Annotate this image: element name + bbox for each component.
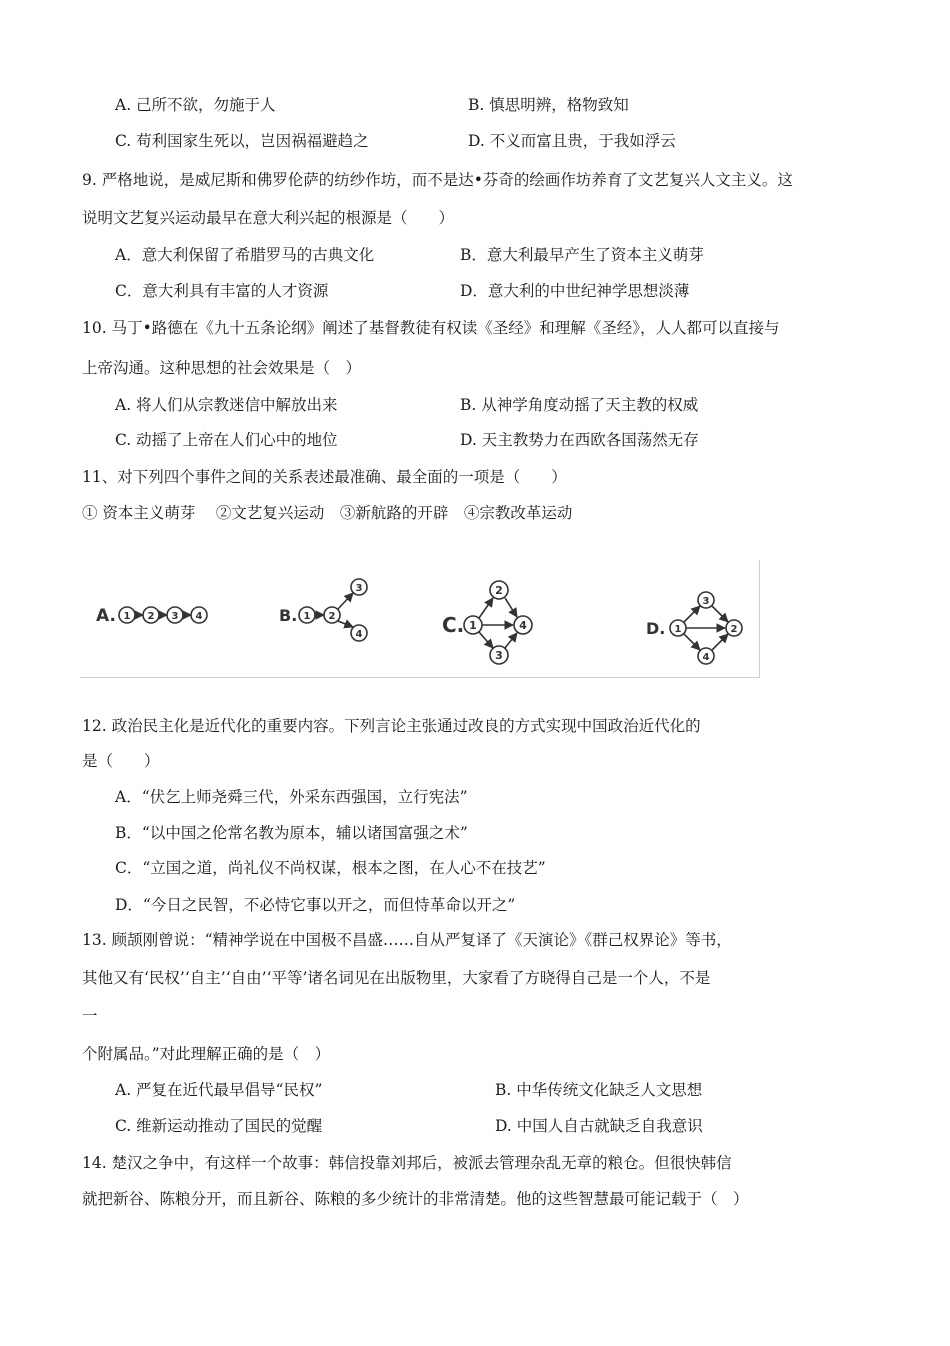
q11-b-node-1: 1 (303, 611, 311, 622)
q12-stem-line-1: 12. 政治民主化是近代化的重要内容。下列言论主张通过改良的方式实现中国政治近代化的 (82, 717, 701, 735)
q9-stem-line-2: 说明文艺复兴运动最早在意大利兴起的根源是（ ） (82, 209, 455, 227)
q11-b-node-4: 4 (355, 629, 363, 640)
q11-d-node-3: 3 (702, 596, 710, 607)
q10-stem-line-1: 10. 马丁•路德在《九十五条论纲》阐述了基督教徒有权读《圣经》和理解《圣经》，人人都可以直接与 (82, 319, 780, 337)
q11-b-node-2: 2 (328, 611, 336, 622)
q8-option-a: A. 己所不欲，勿施于人 (115, 96, 276, 114)
q11-d-node-4: 4 (702, 652, 710, 663)
q12-option-d: D．“今日之民智，不必恃它事以开之，而但恃革命以开之” (115, 896, 516, 914)
q11-d-node-2: 2 (730, 624, 738, 635)
q11-c-node-2: 2 (495, 584, 503, 597)
q9-stem-line-1: 9. 严格地说，是威尼斯和佛罗伦萨的纺纱作坊，而不是达•芬奇的绘画作坊养育了文艺复兴人文主义。这 (82, 171, 793, 189)
q11-c-node-1: 1 (469, 619, 477, 632)
q8-option-c: C. 苟利国家生死以，岂因祸福避趋之 (115, 132, 369, 150)
q13-option-b: B. 中华传统文化缺乏人文思想 (495, 1081, 703, 1099)
q11-b-node-3: 3 (355, 583, 363, 594)
q11-diagram-svg (80, 560, 760, 678)
q11-diagram-label-a: A. (96, 606, 116, 626)
q8-option-d: D. 不义而富且贵，于我如浮云 (468, 132, 676, 150)
q12-option-b: B．“以中国之伦常名教为原本，辅以诸国富强之术” (115, 824, 468, 842)
q9-option-d: D．意大利的中世纪神学思想淡薄 (460, 282, 690, 300)
q11-stem-line-1: 11、对下列四个事件之间的关系表述最准确、最全面的一项是（ ） (82, 468, 567, 486)
q11-a-node-2: 2 (147, 611, 155, 622)
q10-stem-line-2: 上帝沟通。这种思想的社会效果是（ ） (82, 359, 362, 377)
q9-option-c: C．意大利具有丰富的人才资源 (115, 282, 329, 300)
q13-option-c: C. 维新运动推动了国民的觉醒 (115, 1117, 323, 1135)
q11-a-node-1: 1 (123, 611, 131, 622)
q12-option-a: A．“伏乞上师尧舜三代，外采东西强国，立行宪法” (115, 788, 468, 806)
q10-option-d: D. 天主教势力在西欧各国荡然无存 (460, 431, 699, 449)
q14-stem-line-1: 14. 楚汉之争中，有这样一个故事：韩信投靠刘邦后，被派去管理杂乱无章的粮仓。但很快韩信 (82, 1154, 732, 1172)
q11-a-node-3: 3 (171, 611, 179, 622)
q12-stem-line-2: 是（ ） (82, 752, 160, 770)
q13-option-a: A. 严复在近代最早倡导“民权” (115, 1081, 323, 1099)
q11-diagram-label-c: C. (442, 613, 465, 637)
q9-option-a: A．意大利保留了希腊罗马的古典文化 (115, 246, 375, 264)
q11-c-node-4: 4 (519, 619, 527, 632)
q13-stem-line-2: 其他又有‘民权’‘自主’‘自由’‘平等’诸名词见在出版物里，大家看了方晓得自己是一个人，不是 (82, 969, 711, 987)
q11-diagram-label-b: B. (279, 606, 298, 625)
q8-option-b: B. 慎思明辨，格物致知 (468, 96, 629, 114)
q13-stem-line-4: 个附属品。”对此理解正确的是（ ） (82, 1045, 331, 1063)
q14-stem-line-2: 就把新谷、陈粮分开，而且新谷、陈粮的多少统计的非常清楚。他的这些智慧最可能记载于（ ） (82, 1190, 749, 1208)
q10-option-a: A. 将人们从宗教迷信中解放出来 (115, 396, 338, 414)
q11-c-node-3: 3 (495, 649, 503, 662)
q11-events-list: ① 资本主义萌芽 ②文艺复兴运动 ③新航路的开辟 ④宗教改革运动 (82, 504, 573, 522)
q10-option-c: C. 动摇了上帝在人们心中的地位 (115, 431, 338, 449)
q13-stem-line-1: 13. 顾颉刚曾说：“精神学说在中国极不昌盛……自从严复译了《天演论》《群己权界论》等书， (82, 931, 732, 949)
q11-a-node-4: 4 (195, 611, 203, 622)
q13-option-d: D. 中国人自古就缺乏自我意识 (495, 1117, 703, 1135)
q11-option-a-diagram (119, 607, 207, 623)
q11-diagram-label-d: D. (646, 619, 666, 638)
q9-option-b: B．意大利最早产生了资本主义萌芽 (460, 246, 704, 264)
q11-d-node-1: 1 (674, 624, 682, 635)
q11-options-diagram (80, 560, 760, 678)
q12-option-c: C．“立国之道，尚礼仪不尚权谋，根本之图，在人心不在技艺” (115, 859, 546, 877)
q10-option-b: B. 从神学角度动摇了天主教的权威 (460, 396, 699, 414)
q13-stem-line-3: 一 (82, 1007, 98, 1025)
